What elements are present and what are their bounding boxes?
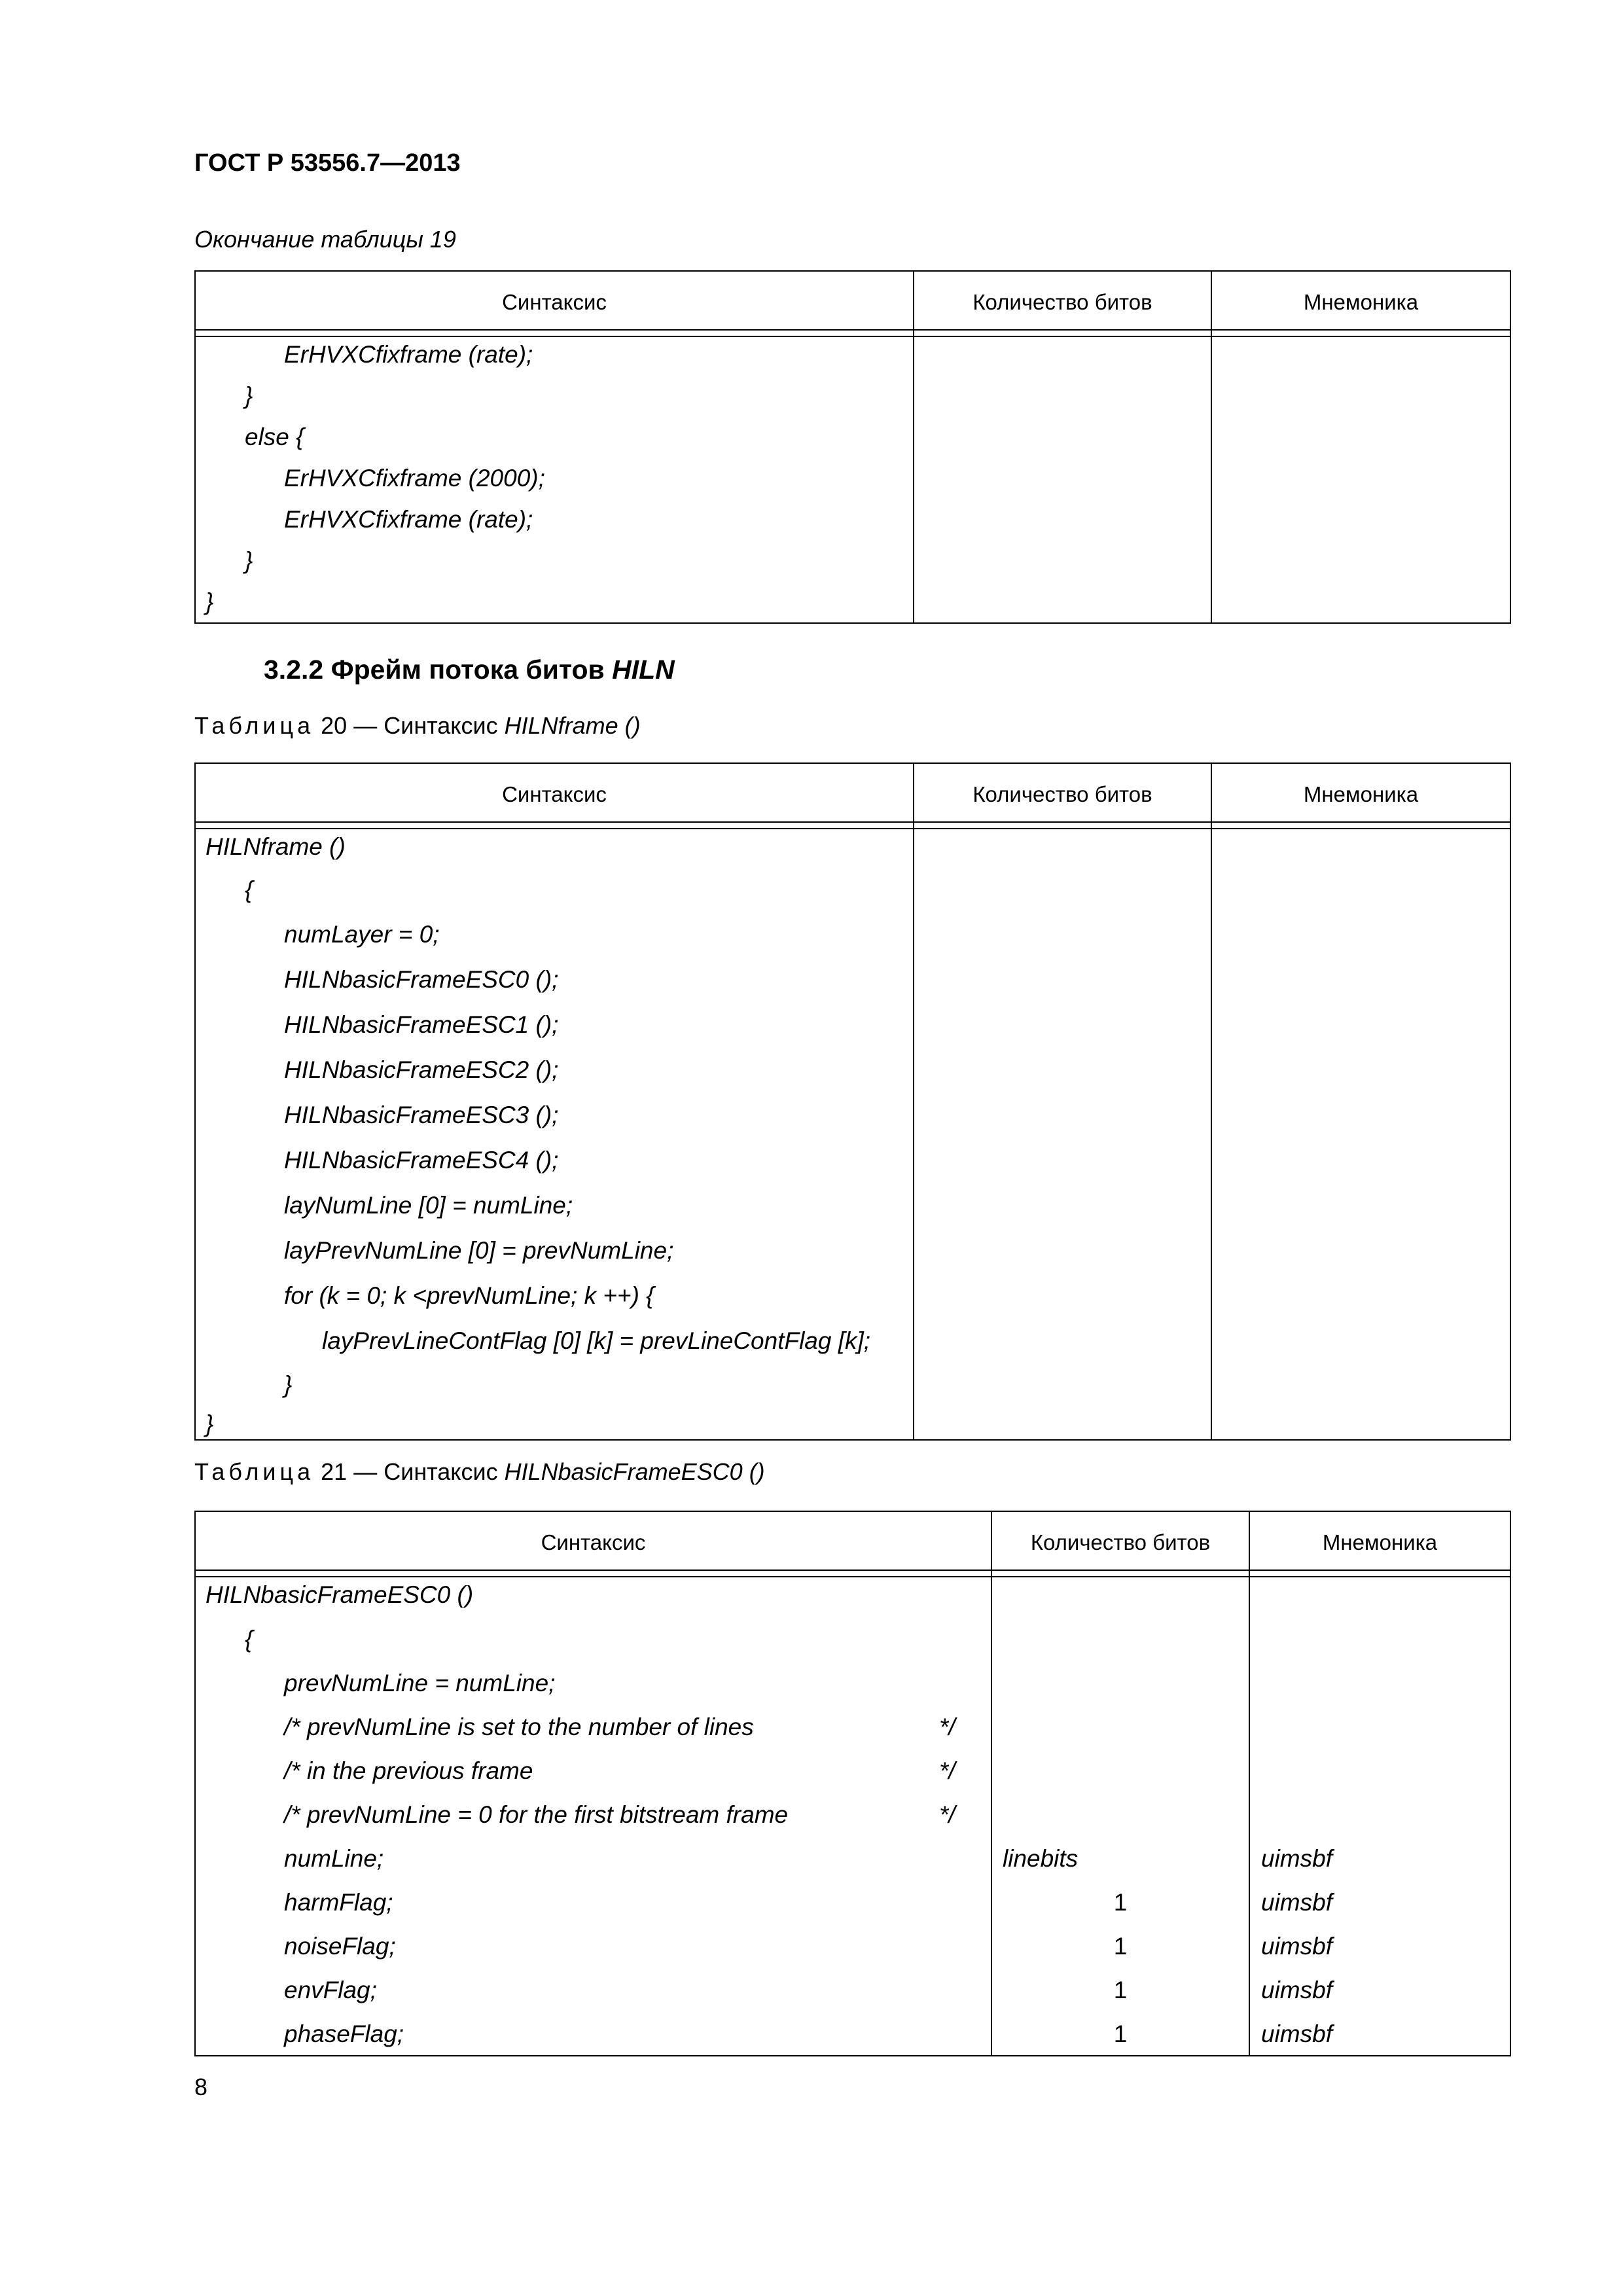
column-header-syntax: Синтаксис	[502, 782, 607, 806]
code-line: numLine;	[284, 1845, 384, 1872]
code-line: }	[205, 588, 214, 615]
page-number: 8	[194, 2073, 208, 2100]
code-line: }	[205, 1410, 214, 1437]
code-line: }	[284, 1371, 293, 1398]
comment-end: */	[939, 1713, 955, 1740]
bits-value: 1	[1113, 1977, 1128, 2003]
code-line: HILNbasicFrameESC4 ();	[284, 1147, 559, 1174]
bits-value: 1	[1113, 1933, 1128, 1960]
code-line: HILNbasicFrameESC2 ();	[284, 1056, 559, 1083]
code-comment: /* prevNumLine is set to the number of lines	[284, 1713, 754, 1740]
code-line: ErHVXCfixframe (2000);	[284, 465, 545, 492]
table-20-caption: Таблица 20 — Синтаксис HILNframe ()	[194, 712, 641, 739]
column-header-bits: Количество битов	[1030, 1530, 1211, 1554]
column-header-syntax: Синтаксис	[541, 1530, 646, 1554]
table-21	[194, 1511, 1511, 2056]
code-line: numLayer = 0;	[284, 921, 440, 948]
comment-end: */	[939, 1801, 955, 1828]
code-line: noiseFlag;	[284, 1933, 396, 1960]
column-header-mnemonic: Мнемоника	[1303, 782, 1419, 806]
column-header-mnemonic: Мнемоника	[1322, 1530, 1438, 1554]
mnemonic-value: uimsbf	[1261, 2020, 1332, 2047]
code-line: envFlag;	[284, 1977, 377, 2003]
code-line: HILNframe ()	[205, 833, 346, 860]
code-line: HILNbasicFrameESC3 ();	[284, 1102, 559, 1128]
table-continuation-caption: Окончание таблицы 19	[194, 226, 456, 253]
comment-end: */	[939, 1757, 955, 1784]
bits-value: linebits	[1003, 1845, 1079, 1872]
mnemonic-value: uimsbf	[1261, 1845, 1332, 1872]
column-header-bits: Количество битов	[972, 782, 1152, 806]
code-line: layPrevLineContFlag [0] [k] = prevLineContFlag [k];	[322, 1327, 871, 1354]
column-header-mnemonic: Мнемоника	[1303, 290, 1419, 314]
code-comment: /* in the previous frame	[284, 1757, 533, 1784]
code-line: for (k = 0; k <prevNumLine; k ++) {	[284, 1282, 654, 1309]
document-header: ГОСТ Р 53556.7—2013	[194, 149, 461, 177]
code-comment: /* prevNumLine = 0 for the first bitstream frame	[284, 1801, 789, 1828]
column-header-bits: Количество битов	[972, 290, 1152, 314]
mnemonic-value: uimsbf	[1261, 1933, 1332, 1960]
code-line: HILNbasicFrameESC0 ()	[205, 1581, 474, 1608]
code-line: ErHVXCfixframe (rate);	[284, 506, 533, 533]
column-header-syntax: Синтаксис	[502, 290, 607, 314]
code-line: layPrevNumLine [0] = prevNumLine;	[284, 1237, 674, 1264]
table-21-caption: Таблица 21 — Синтаксис HILNbasicFrameESC0 ()	[194, 1458, 765, 1485]
code-line: }	[245, 547, 253, 574]
code-line: ErHVXCfixframe (rate);	[284, 341, 533, 368]
code-line: harmFlag;	[284, 1889, 393, 1916]
code-line: }	[245, 382, 253, 409]
code-line: HILNbasicFrameESC0 ();	[284, 966, 559, 993]
code-line: {	[245, 1626, 253, 1653]
code-line: HILNbasicFrameESC1 ();	[284, 1011, 559, 1038]
code-line: else {	[245, 423, 304, 450]
mnemonic-value: uimsbf	[1261, 1977, 1332, 2003]
code-line: {	[245, 876, 253, 903]
code-line: prevNumLine = numLine;	[284, 1670, 556, 1696]
code-line: phaseFlag;	[284, 2020, 404, 2047]
bits-value: 1	[1113, 1889, 1128, 1916]
code-line: layNumLine [0] = numLine;	[284, 1192, 573, 1219]
section-heading: 3.2.2 Фрейм потока битов HILN	[264, 655, 675, 685]
bits-value: 1	[1113, 2020, 1128, 2047]
table-20	[194, 762, 1511, 1441]
mnemonic-value: uimsbf	[1261, 1889, 1332, 1916]
table-19	[194, 270, 1511, 624]
